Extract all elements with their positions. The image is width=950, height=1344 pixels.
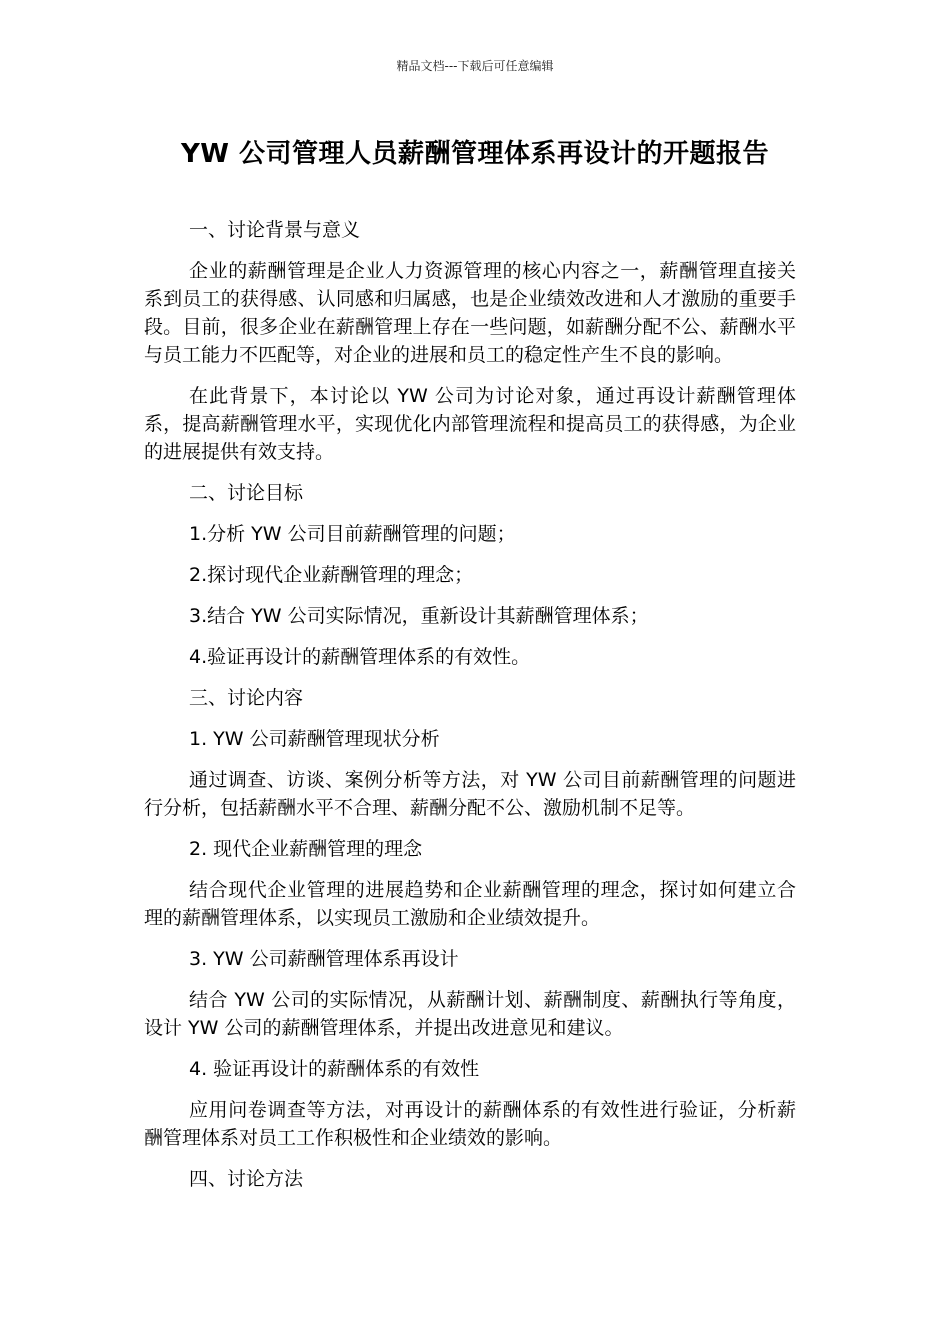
content-paragraph: 结合 YW 公司的实际情况，从薪酬计划、薪酬制度、薪酬执行等角度，设计 YW 公司的薪酬管理体系，并提出改进意见和建议。 [144,989,796,1039]
content-paragraph: 应用问卷调查等方法，对再设计的薪酬体系的有效性进行验证，分析薪酬管理体系对员工工作积极性和企业绩效的影响。 [144,1099,796,1149]
goal-item: 2.探讨现代企业薪酬管理的理念； [189,564,474,586]
content-paragraph: 通过调查、访谈、案例分析等方法，对 YW 公司目前薪酬管理的问题进行分析，包括薪酬水平不合理、薪酬分配不公、激励机制不足等。 [144,769,796,819]
background-paragraph-2: 在此背景下，本讨论以 YW 公司为讨论对象，通过再设计薪酬管理体系，提高薪酬管理水平，实现优化内部管理流程和提高员工的获得感，为企业的进展提供有效支持。 [144,385,796,463]
section-heading-content: 三、讨论内容 [189,687,304,709]
content-subheading: 2. 现代企业薪酬管理的理念 [189,838,423,860]
section-heading-methods: 四、讨论方法 [189,1168,304,1190]
content-paragraph: 结合现代企业管理的进展趋势和企业薪酬管理的理念，探讨如何建立合理的薪酬管理体系，以实现员工激励和企业绩效提升。 [144,879,796,929]
content-subheading: 1. YW 公司薪酬管理现状分析 [189,728,440,750]
goal-item: 1.分析 YW 公司目前薪酬管理的问题； [189,523,516,545]
section-heading-background: 一、讨论背景与意义 [189,219,361,241]
document-body [144,216,796,1206]
background-paragraph-1: 企业的薪酬管理是企业人力资源管理的核心内容之一，薪酬管理直接关系到员工的获得感、认同感和归属感，也是企业绩效改进和人才激励的重要手段。目前，很多企业在薪酬管理上存在一些问题，如薪酬分配不公、薪酬水平与员工能力不匹配等，对企业的进展和员工的稳定性产生不良的影响。 [144,260,796,366]
content-subheading: 3. YW 公司薪酬管理体系再设计 [189,948,459,970]
document-title: YW 公司管理人员薪酬管理体系再设计的开题报告 [180,139,770,169]
page-header: 精品文档---下载后可任意编辑 [396,59,554,73]
section-heading-goals: 二、讨论目标 [189,482,304,504]
content-subheading: 4. 验证再设计的薪酬体系的有效性 [189,1058,480,1080]
goal-item: 4.验证再设计的薪酬管理体系的有效性。 [189,646,531,668]
goal-item: 3.结合 YW 公司实际情况，重新设计其薪酬管理体系； [189,605,649,627]
